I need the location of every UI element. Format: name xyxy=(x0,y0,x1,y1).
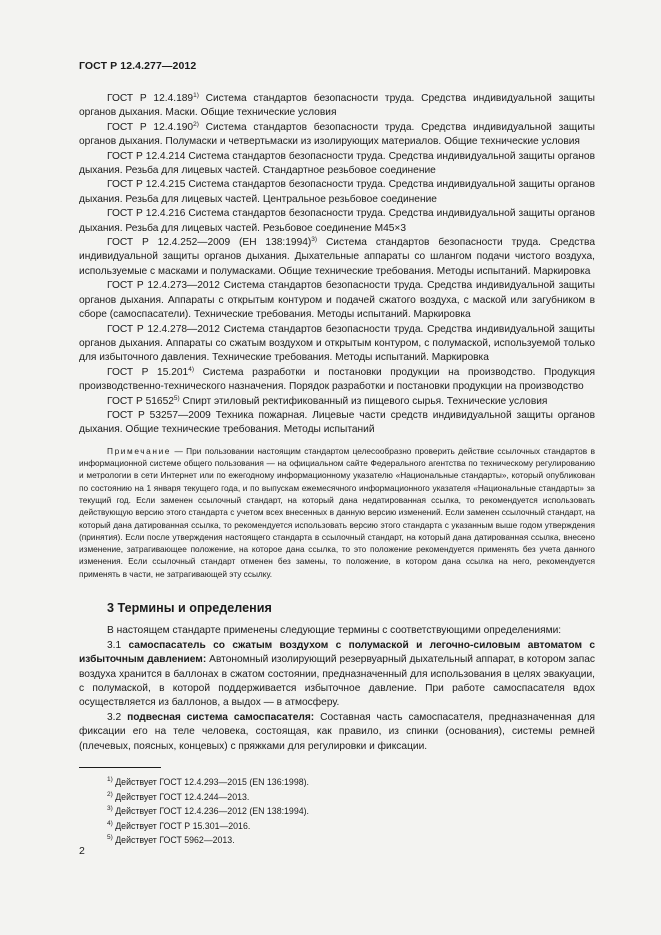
footnotes xyxy=(79,775,595,848)
footnote: $^{3)}$ Действует ГОСТ 12.4.236—2012 (EN 138:1994). xyxy=(107,805,309,817)
reference-item: ГОСТ Р 12.4.252—2009 (ЕН 138:1994)$^{3)}$ Система стандартов безопасности труда. Средства индивидуальной защиты органов дыхания. Дыхательные аппараты со шлангом подачи чистого воздуха, используемые с масками и полумасками. Общие технические требования. Методы испытаний. Маркировка xyxy=(79,236,595,277)
reference-item: ГОСТ Р 12.4.273—2012 Система стандартов безопасности труда. Средства индивидуальной защиты органов дыхания. Аппараты с открытым контуром и подачей сжатого воздуха, с маской или загубником в сборе (самоспасатели). Технические требования. Методы испытаний. Маркировка xyxy=(79,280,595,321)
section-title: 3 Термины и определения xyxy=(107,601,272,616)
document-body xyxy=(79,92,595,848)
term: подвесная система самоспасателя: xyxy=(127,711,315,723)
reference-item: ГОСТ Р 12.4.215 Система стандартов безопасности труда. Средства индивидуальной защиты органов дыхания. Резьба для лицевых частей. Центральное резьбовое соединение xyxy=(79,179,595,205)
reference-item: ГОСТ Р 12.4.214 Система стандартов безопасности труда. Средства индивидуальной защиты органов дыхания. Резьба для лицевых частей. Стандартное резьбовое соединение xyxy=(79,150,595,177)
normative-references xyxy=(79,92,595,438)
footnote: $^{1)}$ Действует ГОСТ 12.4.293—2015 (EN 136:1998). xyxy=(107,776,309,788)
footnote: $^{5)}$ Действует ГОСТ 5962—2013. xyxy=(107,834,235,846)
section-intro: В настоящем стандарте применены следующие термины с соответствующими определениями: xyxy=(107,625,562,637)
footnote: $^{4)}$ Действует ГОСТ Р 15.301—2016. xyxy=(107,819,251,831)
page-number: 2 xyxy=(79,845,85,857)
reference-item: ГОСТ Р 53257—2009 Техника пожарная. Лицевые части средств индивидуальной защиты органов дыхания. Общие технические требования. Методы испытаний xyxy=(79,409,596,436)
term-definition: 3.1 самоспасатель со сжатым воздухом с полумаской и легочно-силовым автоматом с избыточным давлением: Автономный изолирующий резервуарный дыхательный аппарат, в котором запас воздуха хранится в баллонах в сжатом состоянии, предназначенный для использования в целях эвакуации, с полумаской, в которой поддерживается избыточное давление. При работе самоспасателя вдох осуществляется из баллонов, а выдох — в атмосферу. xyxy=(79,639,596,709)
term-definition: 3.2 подвесная система самоспасателя: Составная часть самоспасателя, предназначенная для фиксации его на теле человека, состоящая, как правило, из спинки (основания), системы ремней (плечевых, поясных, концевых) с пряжками для регулировки и фиксации. xyxy=(79,711,595,752)
document-header: ГОСТ Р 12.4.277—2012 xyxy=(79,60,197,72)
reference-item: ГОСТ Р 12.4.216 Система стандартов безопасности труда. Средства индивидуальной защиты органов дыхания. Резьба для лицевых частей. Резьбовое соединение М45×3 xyxy=(79,208,595,234)
reference-item: ГОСТ Р 12.4.278—2012 Система стандартов безопасности труда. Средства индивидуальной защиты органов дыхания. Аппараты со сжатым воздухом и открытым контуром, с полумаской, используемой только для избыточного давления. Технические требования. Методы испытаний. Маркировка xyxy=(79,323,595,364)
note-text: — При пользовании настоящим стандартом целесообразно проверить действие ссылочных стандартов в информационной системе общего пользования — на официальном сайте Федерального агентства по техническому регулированию и метрологии в сети Интернет или по ежегодному информационному указателю «Национальные стандарты», который опубликован по состоянию на 1 января текущего года, и по выпускам ежемесячного информационного указателя «Национальные стандарты» за текущий год. Если заменен ссылочный стандарт, на который дана недатированная ссылка, то рекомендуется использовать действующую версию этого стандарта с учетом всех внесенных в данную версию изменений. Если заменен ссылочный стандарт, на который дана датированная ссылка, то рекомендуется использовать версию этого стандарта с указанным выше годом утверждения (принятия). Если после утверждения настоящего стандарта в ссылочный стандарт, на который дана датированная ссылка, внесено изменение, затрагивающее положение, на которое дана ссылка, то это положение рекомендуется применять без учета данного изменения. Если ссылочный стандарт отменен без замены, то положение, в котором дана ссылка на него, рекомендуется применять в части, не затрагивающей эту ссылку. xyxy=(79,445,595,579)
footnote-divider xyxy=(79,767,161,768)
reference-item: ГОСТ Р 51652$^{5)}$ Спирт этиловый ректификованный из пищевого сырья. Технические условия xyxy=(107,394,548,407)
footnote: $^{2)}$ Действует ГОСТ 12.4.244—2013. xyxy=(107,790,250,802)
term: самоспасатель со сжатым воздухом с полумаской и легочно-силовым автоматом с избыточным давлением: xyxy=(79,639,596,666)
reference-item: ГОСТ Р 15.201$^{4)}$ Система разработки и постановки продукции на производство. Продукция производственно-технического назначения. Порядок разработки и постановки продукции на производство xyxy=(79,365,595,393)
note xyxy=(79,445,595,580)
reference-item: ГОСТ Р 12.4.190$^{2)}$ Система стандартов безопасности труда. Средства индивидуальной защиты органов дыхания. Полумаски и четвертьмаски из изолирующих материалов. Общие технические условия xyxy=(79,120,595,148)
reference-item: ГОСТ Р 12.4.189$^{1)}$ Система стандартов безопасности труда. Средства индивидуальной защиты органов дыхания. Маски. Общие технические условия xyxy=(79,92,595,119)
note-label: Примечание xyxy=(107,445,172,456)
